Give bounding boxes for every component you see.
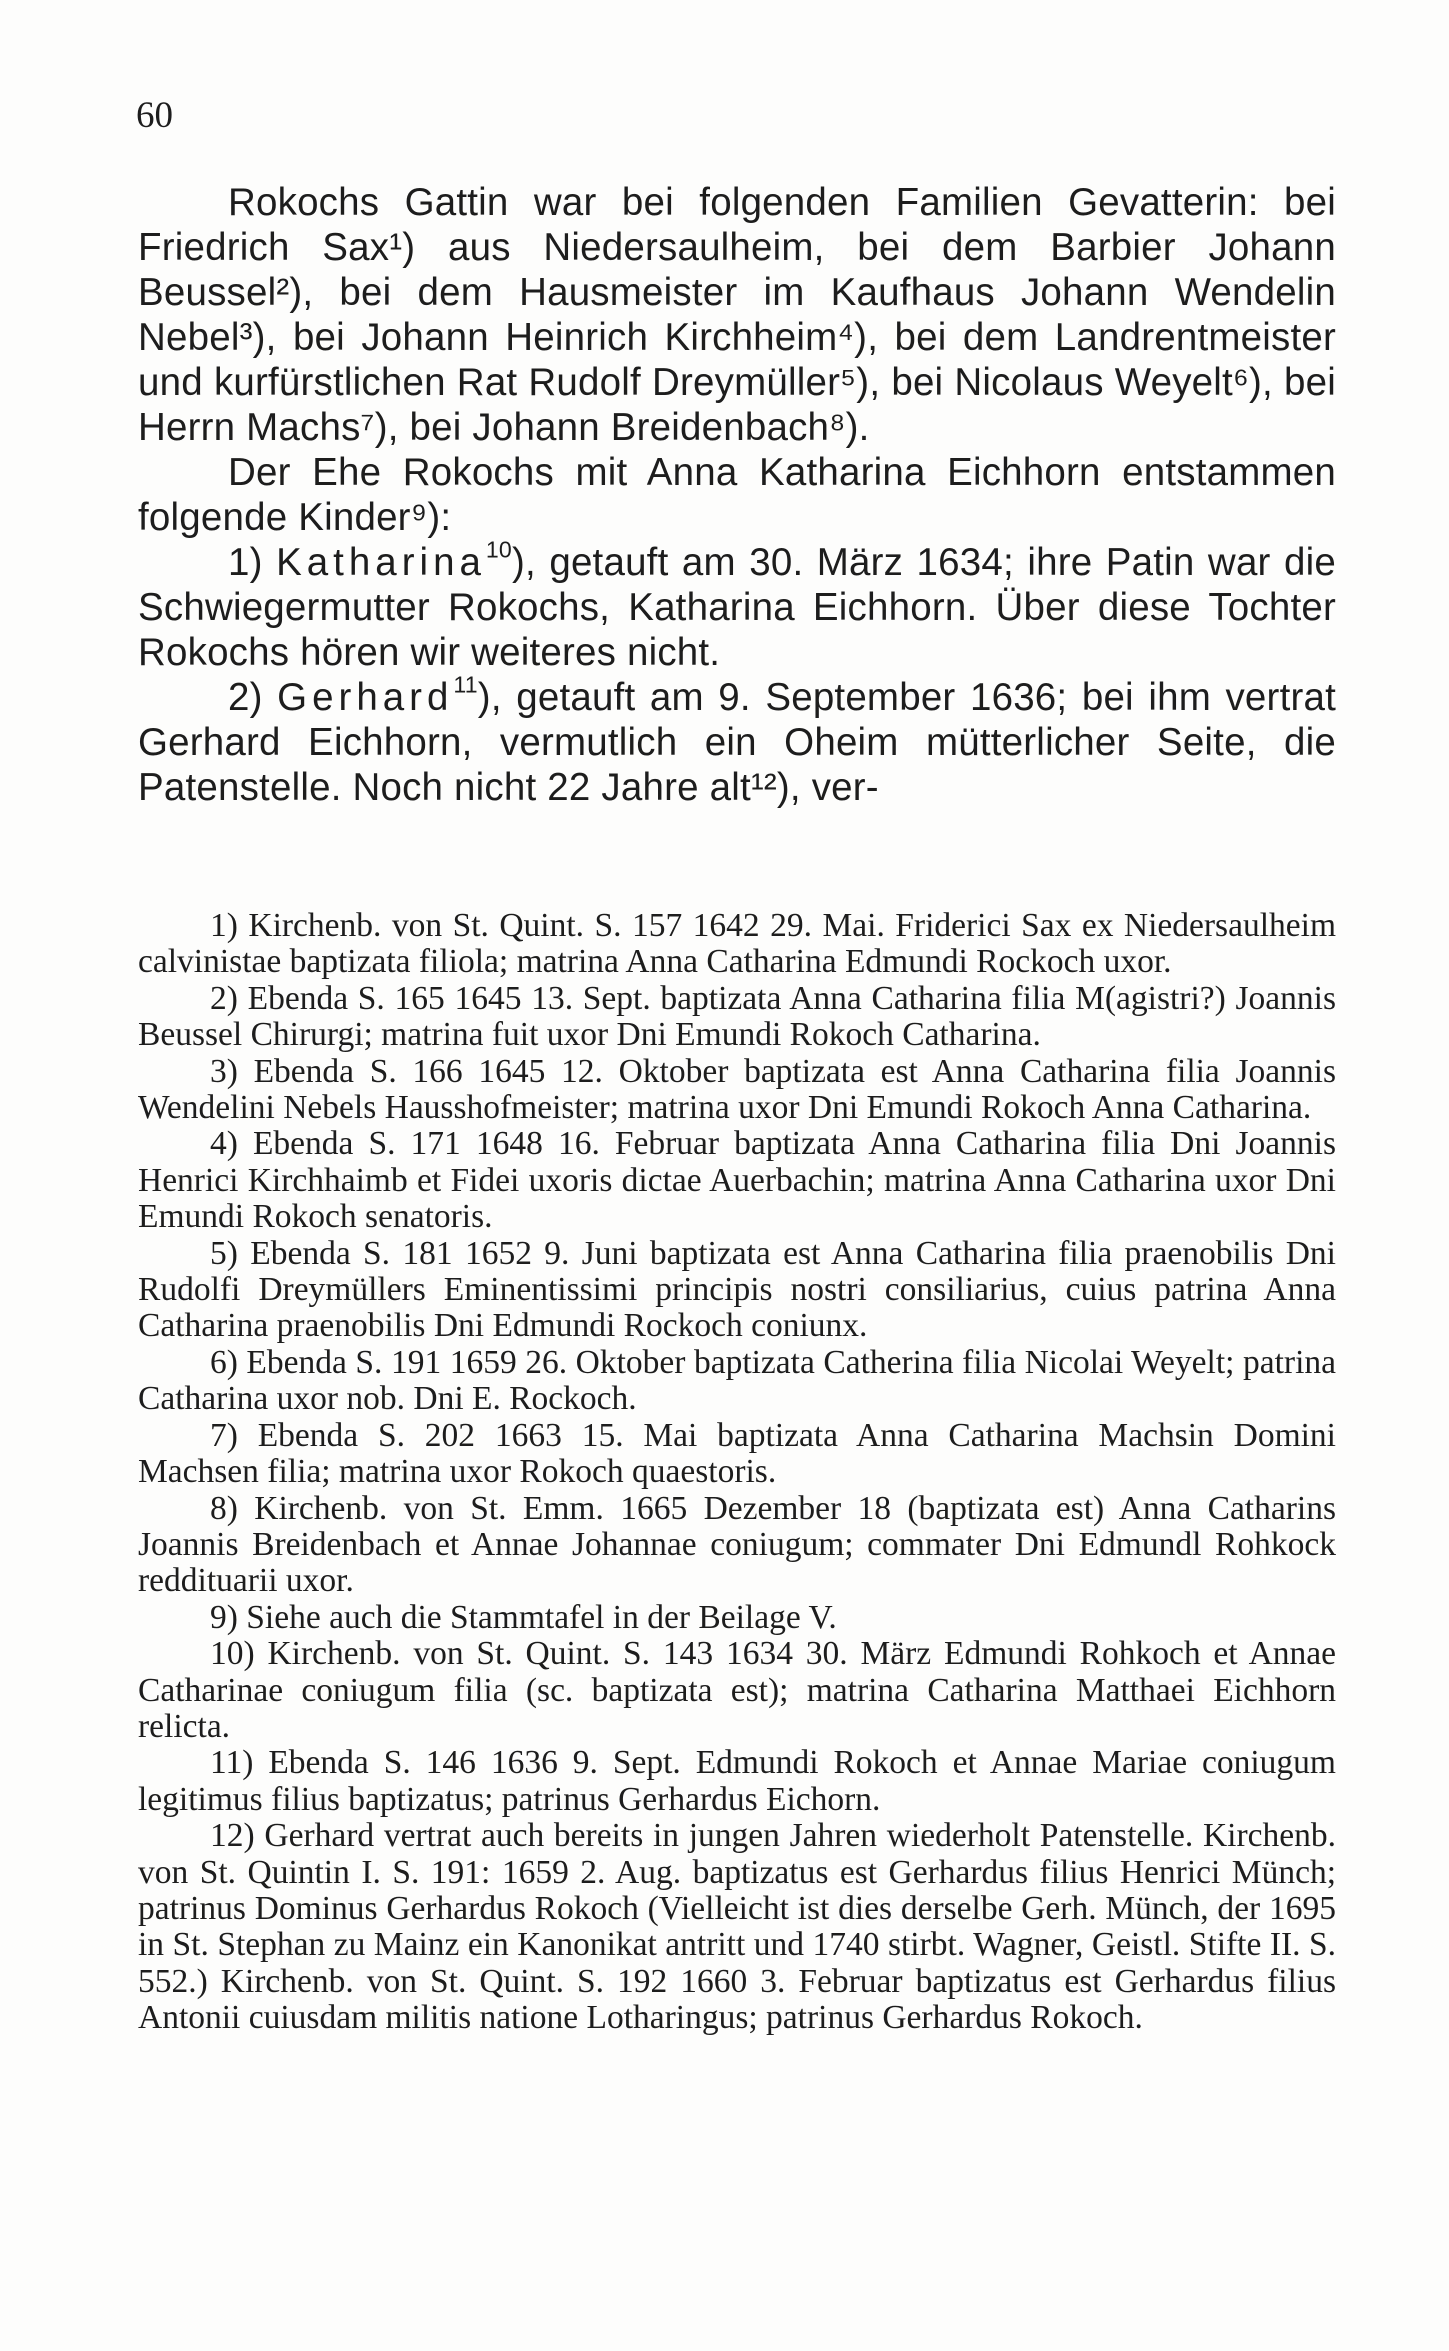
main-text — [138, 180, 1336, 810]
paragraph-godmother: Rokochs Gattin war bei folgenden Familien Gevatterin: bei Friedrich Sax¹) aus Niedersaulheim, bei dem Barbier Johann Beussel²), bei dem Hausmeister im Kaufhaus Johann Wendelin Nebel³), bei Johann Heinrich Kirchheim⁴), bei dem Landrentmeister und kurfürstlichen Rat Rudolf Dreymüller⁵), bei Nicolaus Weyelt⁶), bei Herrn Machs⁷), bei Johann Breidenbach⁸). — [138, 181, 1336, 449]
paragraph-child-gerhard — [138, 671, 1336, 810]
child-name: Gerhard — [277, 676, 454, 719]
paragraph-child-katharina — [138, 536, 1336, 675]
child-number: 2) — [228, 676, 263, 719]
footnote-ref: 11 — [453, 671, 478, 698]
footnote-11: 11) Ebenda S. 146 1636 9. Sept. Edmundi Rokoch et Annae Mariae coniugum legitimus filius baptizatus; patrinus Gerhardus Eichorn. — [138, 1744, 1336, 1818]
child-name: Katharina — [276, 541, 486, 584]
child-text: ), getauft am 30. März 1634; ihre Patin war die Schwiegermutter Rokochs, Katharina Eichhorn. Über diese Tochter Rokochs hören wir weiteres nicht. — [138, 541, 1336, 674]
footnote-6: 6) Ebenda S. 191 1659 26. Oktober baptizata Catherina filia Nicolai Weyelt; patrina Catharina uxor nob. Dni E. Rockoch. — [138, 1343, 1336, 1418]
footnote-4: 4) Ebenda S. 171 1648 16. Februar baptizata Anna Catharina filia Dni Joannis Henrici Kirchhaimb et Fidei uxoris dictae Auerbachin; matrina Anna Catharina uxor Dni Emundi Rokoch senatoris. — [138, 1125, 1336, 1236]
footnote-9: 9) Siehe auch die Stammtafel in der Beilage V. — [210, 1598, 837, 1636]
footnote-7: 7) Ebenda S. 202 1663 15. Mai baptizata Anna Catharina Machsin Domini Machsen filia; matrina uxor Rokoch quaestoris. — [138, 1416, 1336, 1491]
footnote-2: 2) Ebenda S. 165 1645 13. Sept. baptizata Anna Catharina filia M(agistri?) Joannis Beussel Chirurgi; matrina fuit uxor Dni Emundi Rokoch Catharina. — [138, 979, 1336, 1054]
child-number: 1) — [228, 541, 263, 584]
footnote-1: 1) Kirchenb. von St. Quint. S. 157 1642 29. Mai. Friderici Sax ex Niedersaulheim calvinistae baptizata filiola; matrina Anna Catharina Edmundi Rockoch uxor. — [138, 907, 1336, 981]
footnote-3: 3) Ebenda S. 166 1645 12. Oktober baptizata est Anna Catharina filia Joannis Wendelini Nebels Hausshofmeister; matrina uxor Dni Emundi Rokoch Anna Catharina. — [138, 1052, 1336, 1127]
footnote-8: 8) Kirchenb. von St. Emm. 1665 Dezember 18 (baptizata est) Anna Catharins Joannis Breidenbach et Annae Johannae coniugum; commater Dni Edmundl Rohkock reddituarii uxor. — [138, 1489, 1336, 1600]
footnotes — [138, 908, 1336, 2037]
footnote-10: 10) Kirchenb. von St. Quint. S. 143 1634 30. März Edmundi Rohkoch et Annae Catharinae coniugum filia (sc. baptizata est); matrina Catharina Matthaei Eichhorn relicta. — [138, 1635, 1336, 1745]
page-number: 60 — [136, 95, 173, 136]
paragraph-children-intro: Der Ehe Rokochs mit Anna Katharina Eichhorn entstammen folgende Kinder⁹): — [138, 451, 1336, 539]
footnote-5: 5) Ebenda S. 181 1652 9. Juni baptizata est Anna Catharina filia praenobilis Dni Rudolfi Dreymüllers Eminentissimi principis nostri consiliarius, cuius patrina Anna Catharina praenobilis Dni Edmundi Rockoch coniunx. — [138, 1234, 1336, 1345]
footnote-ref: 10 — [485, 536, 512, 563]
footnote-12: 12) Gerhard vertrat auch bereits in jungen Jahren wiederholt Patenstelle. Kirchenb. von St. Quintin I. S. 191: 1659 2. Aug. baptizatus est Gerhardus filius Henrici Münch; patrinus Dominus Gerhardus Rokoch (Vielleicht ist dies derselbe Gerh. Münch, der 1695 in St. Stephan zu Mainz ein Kanonikat antritt und 1740 stirbt. Wagner, Geistl. Stifte II. S. 552.) Kirchenb. von St. Quint. S. 192 1660 3. Februar baptizatus est Gerhardus filius Antonii cuiusdam militis natione Lotharingus; patrinus Gerhardus Rokoch. — [138, 1817, 1336, 2037]
child-text: ), getauft am 9. September 1636; bei ihm vertrat Gerhard Eichhorn, vermutlich ein Oheim mütterlicher Seite, die Patenstelle. Noch nicht 22 Jahre alt¹²), ver- — [138, 676, 1336, 809]
